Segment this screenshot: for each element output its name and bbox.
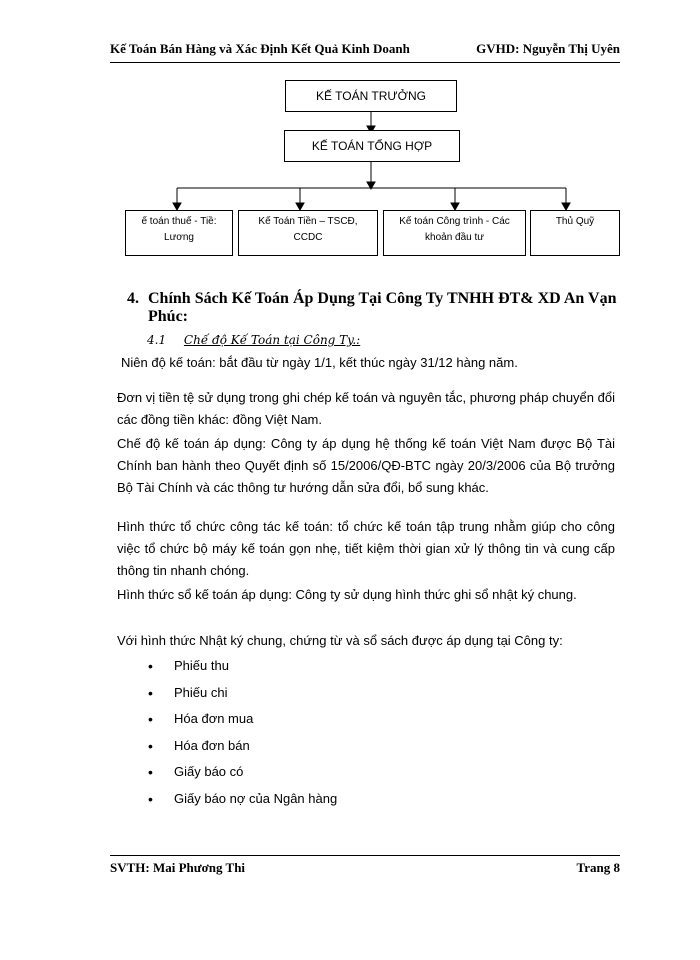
arrow-head (451, 203, 459, 210)
paragraph-currency: Đơn vị tiền tệ sử dụng trong ghi chép kế toán và nguyên tắc, phương pháp chuyển đổi các đồng tiền khác: đồng Việt Nam. (117, 390, 615, 427)
org-box-label: KẾ TOÁN TRƯỞNG (316, 89, 426, 103)
section-number: 4. (127, 290, 139, 307)
org-box-label: KẾ TOÁN TỔNG HỢP (311, 139, 433, 153)
list-item: • Phiếu chi (148, 683, 337, 710)
list-item: • Hóa đơn bán (148, 736, 337, 763)
arrow-head (562, 203, 570, 210)
documents-list (148, 656, 337, 815)
org-box-cash-assets: Kế Toán Tiền – TSCĐ, CCDC (238, 210, 378, 256)
list-item: • Hóa đơn mua (148, 709, 337, 736)
footer-student: SVTH: Mai Phương Thi (110, 860, 246, 875)
page-footer (110, 860, 620, 880)
footer-page-number: Trang 8 (576, 860, 620, 875)
list-item: • Phiếu thu (148, 656, 337, 683)
org-box-chief-accountant (285, 80, 457, 112)
header-title: Kế Toán Bán Hàng và Xác Định Kết Quả Kinh Doanh (110, 41, 410, 56)
paragraph-accounting-regime: Chế độ kế toán áp dụng: Công ty áp dụng hệ thống kế toán Việt Nam được Bộ Tài Chính ban hành theo Quyết định số 15/2006/QĐ-BTC ngày 20/3/2006 của Bộ trưởng Bộ Tài Chính và các thông tư hướng dẫn sửa đổi, bổ sung khác. (117, 436, 615, 495)
org-box-general-accountant (284, 130, 460, 162)
list-item: • Giấy báo nợ của Ngân hàng (148, 789, 337, 816)
org-box-tax-salary: ế toán thuế - Tiề: Lương (125, 210, 233, 256)
paragraph-organization-form: Hình thức tổ chức công tác kế toán: tổ chức kế toán tập trung nhằm giúp cho công việc tổ chức bộ máy kế toán gọn nhẹ, tiết kiệm thời gian xử lý thông tin và cung cấp thông tin nhanh chóng. (117, 519, 615, 578)
paragraph-bookkeeping-form: Hình thức sổ kế toán áp dụng: Công ty sử dụng hình thức ghi sổ nhật ký chung. (117, 587, 577, 602)
section-title: Chính Sách Kế Toán Áp Dụng Tại Công Ty TNHH ĐT& XD An Vạn Phúc: (148, 290, 617, 325)
paragraph-documents-intro: Với hình thức Nhật ký chung, chứng từ và sổ sách được áp dụng tại Công ty: (117, 633, 563, 648)
arrow-head (296, 203, 304, 210)
subsection-heading (147, 333, 360, 347)
paragraph-fiscal-year: Niên độ kế toán: bắt đầu từ ngày 1/1, kết thúc ngày 31/12 hàng năm. (121, 355, 518, 370)
org-chart (0, 0, 700, 300)
header-advisor: GVHD: Nguyễn Thị Uyên (476, 41, 620, 56)
org-box-treasurer: Thủ Quỹ (530, 210, 620, 256)
subsection-title: Chế độ Kế Toán tại Công Ty.: (183, 333, 361, 347)
arrow-head (173, 203, 181, 210)
org-box-projects-investments: Kế toán Công trình - Các khoản đầu tư (383, 210, 526, 256)
subsection-number: 4.1 (147, 333, 167, 347)
list-item: • Giấy báo có (148, 762, 337, 789)
footer-divider (110, 855, 620, 856)
